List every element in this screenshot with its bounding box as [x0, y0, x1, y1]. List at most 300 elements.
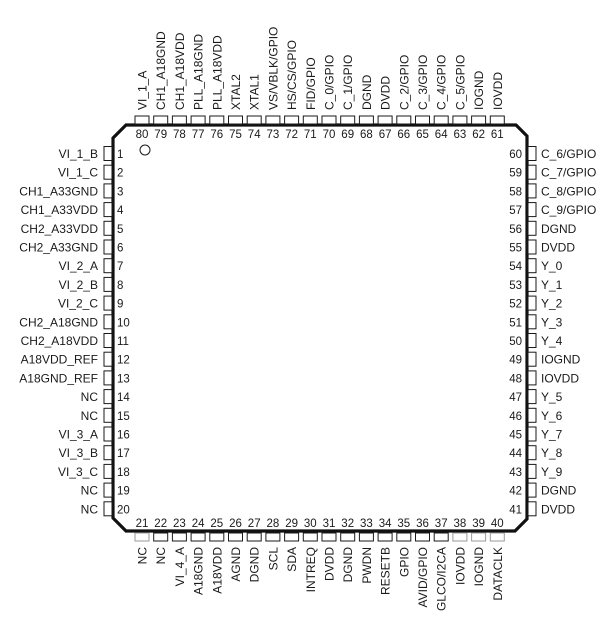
pin — [341, 55, 356, 141]
pin-number: 14 — [117, 392, 130, 405]
pin — [509, 334, 562, 349]
pin — [210, 518, 225, 594]
pin-number: 17 — [117, 448, 130, 461]
pin-pad — [528, 240, 536, 254]
pin-number: 59 — [509, 167, 522, 180]
pin-number: 38 — [453, 518, 467, 530]
pin-name: C_1/GPIO — [341, 54, 356, 110]
pin-pad — [528, 446, 536, 460]
pin-number: 71 — [303, 129, 317, 141]
pin-name: DGND — [359, 74, 374, 110]
pin-number: 78 — [173, 129, 186, 141]
pin-pad — [472, 533, 486, 541]
pin-name: CH2_A33VDD — [20, 221, 98, 236]
pin — [509, 277, 562, 292]
pin-number: 51 — [509, 317, 522, 330]
pin-pad — [528, 259, 536, 273]
pin-name: A18VDD — [210, 547, 225, 594]
pin-pad — [104, 464, 112, 478]
pin-number: 69 — [341, 129, 355, 141]
pin — [229, 518, 244, 582]
pin — [509, 464, 562, 479]
pin-number: 48 — [509, 373, 522, 386]
pin-number: 62 — [472, 129, 485, 141]
pin-number: 33 — [360, 518, 373, 530]
pin-pad — [154, 533, 168, 541]
pin-number: 67 — [378, 129, 392, 141]
pin — [191, 518, 206, 595]
pin-number: 27 — [247, 518, 261, 530]
pin-number: 45 — [509, 429, 522, 442]
pin-name: VI_3_B — [58, 446, 98, 461]
pin-name: DVDD — [378, 75, 393, 110]
pin-number: 32 — [341, 518, 355, 530]
pin-name: GLCO/I2CA — [434, 547, 449, 612]
pin-number: 68 — [360, 129, 373, 141]
pin-pad — [528, 277, 536, 291]
pin-number: 40 — [490, 518, 504, 530]
pin-number: 73 — [266, 129, 280, 141]
pin-number: 5 — [117, 223, 124, 236]
pin-name: C_2/GPIO — [397, 54, 412, 110]
pin-number: 76 — [210, 129, 224, 141]
pin-pad — [490, 116, 504, 124]
pin — [81, 502, 130, 517]
pin-name: NC — [135, 547, 150, 565]
pin-pad — [303, 533, 317, 541]
pin-name: IOVDD — [453, 547, 468, 586]
pin-number: 54 — [509, 261, 522, 274]
pin-number: 35 — [397, 518, 411, 530]
pin-number: 42 — [509, 485, 522, 498]
pin-pad — [266, 533, 280, 541]
pin — [81, 390, 131, 405]
pin-pad — [528, 147, 536, 161]
pin — [303, 518, 318, 592]
pin-number: 21 — [135, 518, 149, 530]
pin-name: IOGND — [541, 352, 581, 367]
pin-name: VS/VBLK/GPIO — [266, 26, 281, 110]
pin — [58, 464, 130, 479]
pin-pad — [341, 533, 355, 541]
pin-number: 64 — [434, 129, 448, 141]
pin — [509, 259, 562, 274]
pin-number: 46 — [509, 410, 522, 423]
pin-name: FID/GPIO — [303, 57, 318, 110]
pin-name: VI_4_A — [172, 547, 187, 587]
pin-pad — [397, 533, 411, 541]
pin — [490, 72, 505, 141]
pin-number: 23 — [173, 518, 186, 530]
pin-pad — [154, 116, 168, 124]
pin-name: Y_9 — [541, 464, 563, 479]
pin — [509, 502, 575, 517]
pin-pad — [104, 408, 112, 422]
pin-name: C_3/GPIO — [416, 54, 430, 110]
pin-pad — [172, 533, 186, 541]
pin-number: 6 — [117, 242, 124, 255]
pin-name: VI_1_A — [135, 70, 150, 110]
pin-number: 10 — [117, 317, 130, 330]
pin-pad — [104, 184, 112, 198]
pin-number: 75 — [229, 129, 242, 141]
pin-pad — [191, 116, 205, 124]
pin-number: 30 — [303, 518, 317, 530]
pin-name: Y_1 — [541, 277, 563, 292]
pin — [416, 55, 431, 141]
pin-pad — [104, 277, 112, 291]
pin-number: 63 — [453, 129, 467, 141]
pin-name: C_7/GPIO — [541, 165, 597, 180]
pin-number: 61 — [490, 129, 504, 141]
pin-name: PWDN — [359, 547, 374, 584]
pin — [154, 518, 169, 564]
pin-number: 25 — [210, 518, 224, 530]
pin-pad — [104, 259, 112, 273]
pin-name: A18GND_REF — [19, 371, 98, 386]
pin-pad — [528, 203, 536, 217]
pin-name: DGND — [541, 221, 577, 236]
pin-name: IOGND — [472, 547, 487, 587]
pin — [303, 57, 318, 141]
pin1-marker-icon — [140, 145, 150, 155]
pin-name: DATACLK — [490, 547, 505, 601]
pin-name: VI_1_C — [57, 165, 98, 180]
pin-name: Y_2 — [541, 296, 563, 311]
pin-number: 13 — [117, 373, 130, 386]
pin-number: 16 — [117, 429, 130, 442]
pin-pad — [135, 116, 149, 124]
pin — [247, 518, 262, 582]
pin-name: CH2_A18GND — [19, 315, 98, 330]
pin-name: IOGND — [472, 70, 487, 110]
pin — [509, 483, 576, 498]
pin — [21, 203, 124, 218]
pin — [453, 518, 468, 585]
pin-number: 1 — [117, 149, 124, 161]
pin-number: 53 — [509, 279, 522, 292]
pin-name: C_8/GPIO — [541, 184, 597, 199]
pin-name: CH1_A18VDD — [172, 32, 187, 110]
pin-pad — [528, 296, 536, 310]
pin-number: 56 — [509, 223, 522, 236]
pin-number: 65 — [416, 129, 429, 141]
pin — [21, 221, 124, 236]
pin-name: NC — [154, 547, 169, 565]
pin-name: Y_0 — [541, 259, 563, 274]
pin-number: 47 — [509, 392, 522, 405]
pin-number: 79 — [154, 129, 168, 141]
pin — [322, 518, 337, 581]
pin-number: 44 — [509, 448, 522, 461]
pin-name: CH2_A18VDD — [20, 334, 98, 348]
pin-pad — [104, 203, 112, 217]
pin — [509, 240, 575, 255]
pin-pad — [247, 533, 261, 541]
package-body — [113, 125, 527, 531]
pin — [19, 184, 123, 199]
pin-name: Y_5 — [541, 390, 563, 405]
pin-pad — [528, 390, 536, 404]
pin — [509, 371, 579, 386]
pin-pad — [528, 334, 536, 348]
pin-pad — [341, 116, 355, 124]
pin-pad — [104, 371, 112, 385]
pin — [453, 55, 468, 141]
pin-pad — [528, 502, 536, 516]
pin — [285, 518, 300, 572]
pin-name: VI_2_A — [58, 259, 98, 274]
pin-number: 3 — [117, 186, 124, 199]
pin-pad — [229, 533, 243, 541]
pin-pad — [285, 533, 299, 541]
pin-pad — [416, 116, 430, 124]
pin-number: 41 — [509, 504, 522, 517]
pin — [472, 518, 487, 586]
pin-pad — [104, 390, 112, 404]
pin-pad — [528, 427, 536, 441]
pin-name: HS/CS/GPIO — [285, 39, 300, 110]
pin-name: INTREQ — [303, 547, 318, 593]
pin — [81, 408, 130, 423]
pin-number: 74 — [247, 129, 261, 141]
pin-number: 4 — [117, 205, 124, 218]
pin-pad — [416, 533, 430, 541]
pin-name: Y_4 — [541, 334, 563, 348]
pin-pad — [472, 116, 486, 124]
pin-name: A18GND — [191, 547, 206, 596]
pin-pad — [490, 533, 504, 541]
pin — [509, 427, 562, 442]
pin-name: XTAL2 — [229, 74, 243, 110]
pin-number: 28 — [266, 518, 280, 530]
pin — [378, 76, 393, 141]
pin-pad — [378, 533, 392, 541]
pin-pad — [172, 116, 186, 124]
pin — [154, 31, 169, 141]
pin-pad — [104, 296, 112, 310]
pin — [509, 390, 562, 405]
pin-pad — [247, 116, 261, 124]
pin — [229, 74, 244, 141]
pin-number: 39 — [472, 518, 485, 530]
pin-number: 58 — [509, 186, 522, 199]
pin-pad — [397, 116, 411, 124]
pin-number: 80 — [135, 129, 149, 141]
pin-pad — [229, 116, 243, 124]
pin-name: Y_6 — [541, 408, 563, 423]
pin-name: RESETB — [378, 547, 393, 596]
pin-number: 52 — [509, 298, 522, 311]
pin-name: VI_1_B — [58, 147, 98, 161]
pin-pad — [266, 116, 280, 124]
pin-pad — [528, 464, 536, 478]
pin — [247, 74, 262, 141]
pin-pad — [528, 408, 536, 422]
pin-name: DGND — [341, 547, 356, 583]
pin-pad — [453, 533, 467, 541]
pin-pad — [104, 352, 112, 366]
pin-pad — [359, 533, 373, 541]
pin — [509, 221, 576, 236]
pin-pad — [104, 334, 112, 348]
pin-pad — [528, 184, 536, 198]
pin-name: IOVDD — [490, 71, 505, 110]
pin-name: IOVDD — [541, 371, 580, 386]
pin-number: 20 — [117, 504, 130, 517]
pin-name: C_4/GPIO — [434, 54, 449, 110]
pin-pad — [303, 116, 317, 124]
pin-pad — [104, 165, 112, 179]
pin — [341, 518, 356, 582]
pin-pad — [434, 533, 448, 541]
pin — [59, 446, 130, 461]
pin — [172, 518, 187, 586]
pin-pad — [104, 315, 112, 329]
pin-number: 22 — [154, 518, 168, 530]
pin-name: DVDD — [541, 240, 576, 255]
pin-name: AGND — [229, 547, 243, 582]
pin-number: 57 — [509, 205, 522, 218]
pin-pad — [528, 315, 536, 329]
pin-number: 31 — [322, 518, 336, 530]
pin-number: 77 — [191, 129, 205, 141]
pin-number: 29 — [285, 518, 298, 530]
pin-pad — [104, 427, 112, 441]
pin-pad — [104, 240, 112, 254]
pin-name: VI_2_C — [57, 296, 98, 311]
pin-pad — [528, 221, 536, 235]
pin-number: 26 — [229, 518, 242, 530]
pin — [472, 70, 487, 141]
pin-pad — [434, 116, 448, 124]
pin-pad — [528, 483, 536, 497]
pin-name: PLL_A18VDD — [210, 35, 225, 110]
pin-name: CH1_A18GND — [154, 31, 169, 110]
pin — [135, 518, 150, 564]
pin — [397, 55, 412, 141]
pin-name: SCL — [266, 547, 281, 571]
pin-pad — [104, 502, 112, 516]
pin — [81, 483, 130, 498]
pin-name: DGND — [247, 547, 262, 583]
pin-number: 24 — [191, 518, 205, 530]
pin — [266, 27, 281, 141]
pin-number: 8 — [117, 279, 124, 292]
pin-number: 15 — [117, 410, 130, 423]
pin-pad — [210, 116, 224, 124]
pin-pad — [528, 371, 536, 385]
pin-name: VI_3_C — [57, 464, 98, 479]
pin-number: 70 — [322, 129, 336, 141]
pin — [378, 518, 393, 595]
pin-pad — [104, 446, 112, 460]
pin-name: CH1_A33GND — [19, 184, 98, 199]
pin-pad — [104, 221, 112, 235]
pin-name: DVDD — [541, 502, 576, 517]
pin — [509, 352, 580, 367]
pin-pad — [453, 116, 467, 124]
pin-pad — [322, 116, 336, 124]
pin-number: 7 — [117, 261, 124, 274]
pin-number: 49 — [509, 354, 522, 367]
pin-number: 12 — [117, 354, 130, 367]
pin-name: C_9/GPIO — [541, 203, 597, 218]
pin-name: Y_7 — [541, 427, 563, 442]
pin — [509, 408, 562, 423]
pin-number: 19 — [117, 485, 130, 498]
pin — [397, 518, 412, 577]
pin-pad — [104, 147, 112, 161]
pin-number: 50 — [509, 336, 522, 348]
pin-name: DGND — [541, 483, 577, 498]
pin-pad — [528, 165, 536, 179]
pin — [59, 427, 130, 442]
pin — [266, 518, 281, 570]
pin — [509, 315, 562, 330]
pin-number: 36 — [416, 518, 429, 530]
pin — [509, 446, 562, 461]
pin-number: 43 — [509, 466, 522, 479]
pin-name: SDA — [285, 547, 300, 572]
pin-name: C_6/GPIO — [541, 147, 597, 161]
pin-number: 11 — [117, 336, 129, 348]
pin-pad — [322, 533, 336, 541]
pin-name: VI_2_B — [58, 277, 98, 292]
pin-pad — [528, 352, 536, 366]
pin-number: 55 — [509, 242, 522, 255]
pin-number: 37 — [434, 518, 448, 530]
pin — [135, 71, 150, 141]
pin-pad — [191, 533, 205, 541]
pin-name: C_5/GPIO — [453, 54, 468, 110]
pin-pad — [378, 116, 392, 124]
pin-number: 2 — [117, 167, 124, 180]
pin-pad — [359, 116, 373, 124]
pin-number: 66 — [397, 129, 411, 141]
pin-name: DVDD — [322, 547, 337, 582]
pin-pad — [104, 483, 112, 497]
pin-name: Y_8 — [541, 446, 563, 461]
pin — [359, 74, 374, 141]
pin — [509, 296, 562, 311]
pin-number: 9 — [117, 298, 124, 311]
pin-name: C_0/GPIO — [322, 54, 337, 110]
pin-name: AVID/GPIO — [416, 547, 430, 608]
pin-name: Y_3 — [541, 315, 563, 330]
pin-pad — [135, 533, 149, 541]
pin-name: A18VDD_REF — [20, 352, 98, 367]
pin — [359, 518, 374, 584]
pin-name: CH2_A33GND — [19, 240, 98, 255]
pin-number: 72 — [285, 129, 298, 141]
pin-name: CH1_A33VDD — [20, 203, 98, 218]
pin-name: NC — [80, 390, 98, 405]
pin-name: GPIO — [397, 547, 412, 578]
pin-name: XTAL1 — [247, 74, 262, 110]
pin-number: 34 — [378, 518, 392, 530]
pin-name: NC — [80, 408, 98, 423]
pin-name: VI_3_A — [58, 427, 98, 442]
pin-name: PLL_A18GND — [191, 33, 206, 110]
pin-name: NC — [80, 483, 98, 498]
pin-pad — [285, 116, 299, 124]
pin — [322, 55, 337, 141]
pin-number: 18 — [117, 466, 130, 479]
pin-name: NC — [80, 502, 98, 517]
pin-pad — [210, 533, 224, 541]
pin — [434, 55, 449, 141]
